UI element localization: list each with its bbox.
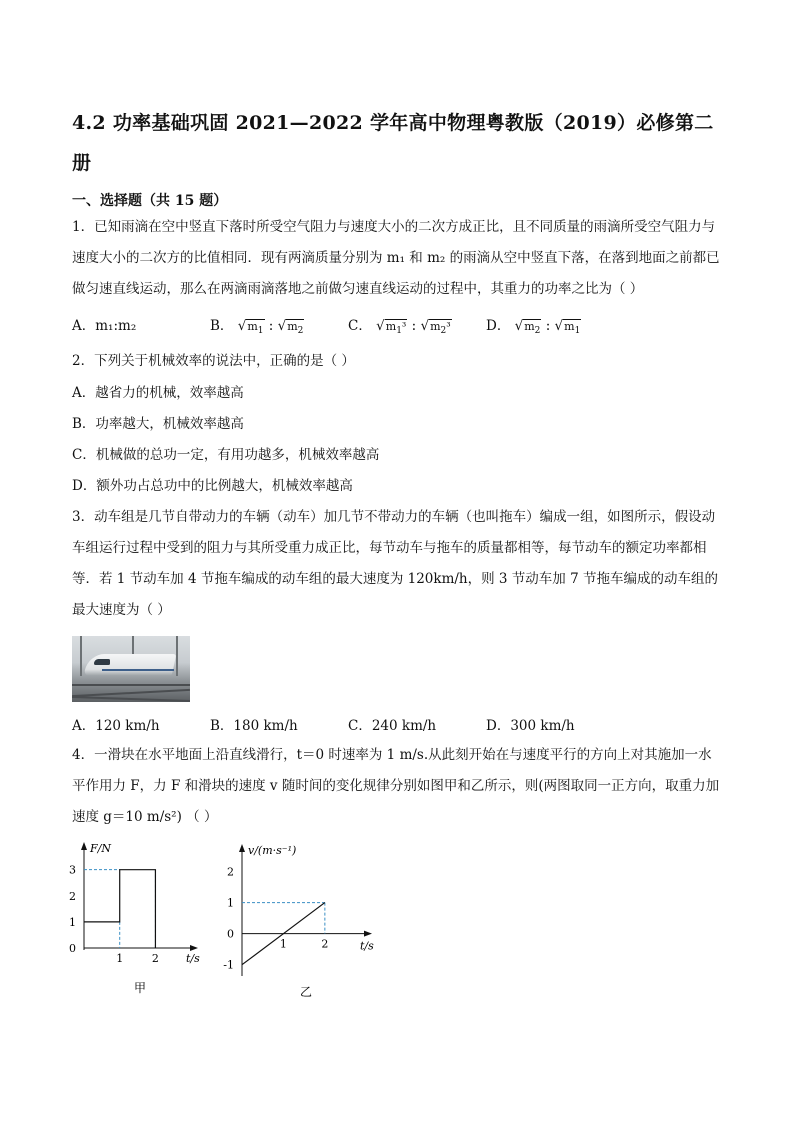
q1-option-c (348, 316, 452, 338)
q1-option-b-label: B． (210, 318, 234, 334)
section-heading: 一、选择题（共 15 题） (72, 193, 228, 209)
series-line-0 (84, 870, 155, 948)
x-tick-label-0: 1 (116, 952, 124, 965)
y-tick-label-3: 2 (227, 865, 234, 879)
chart-caption: 甲 (133, 981, 147, 995)
x-tick-label-1: 2 (151, 952, 159, 965)
y-axis-label: v/(m·s⁻¹) (248, 844, 297, 857)
q2-option-c: C．机械做的总功一定，有用功越多，机械效率越高 (72, 447, 380, 463)
y-tick-label-1: 0 (227, 927, 234, 941)
question-4-stem: 4．一滑块在水平地面上沿直线滑行，t＝0 时速率为 1 m/s.从此刻开始在与速度平行的方向上对其施加一水平作用力 F，力 F 和滑块的速度 v 随时间的变化规律分别如图甲和乙所示，则(两图取同一正方向，取重力加速度 g＝10 m/s²) （ ） (72, 747, 720, 825)
y-tick-label-0: 0 (69, 942, 76, 955)
q3-option-b: B．180 km/h (210, 718, 298, 734)
q1-option-c-label: C． (348, 318, 372, 334)
q1-option-d (486, 316, 581, 338)
x-tick-label-1: 2 (321, 937, 329, 951)
velocity-time-chart (218, 834, 398, 1000)
question-3-stem: 3．动车组是几节自带动力的车辆（动车）加几节不带动力的车辆（也叫拖车）编成一组，如图所示，假设动车组运行过程中受到的阻力与其所受重力成正比，每节动车与拖车的质量都相等，每节动车的额定功率都相等．若 1 节动车加 4 节拖车编成的动车组的最大速度为 120km/h，则 3 节动车加 7 节拖车编成的动车组的最大速度为（ ） (72, 509, 718, 618)
x-tick-label-0: 1 (279, 937, 287, 951)
y-tick-label-1: 1 (69, 915, 76, 929)
question-1-stem: 1．已知雨滴在空中竖直下落时所受空气阻力与速度大小的二次方成正比，且不同质量的雨滴所受空气阻力与速度大小的二次方的比值相同．现有两滴质量分别为 m₁ 和 m₂ 的雨滴从空中竖直下落，在落到地面之前都已做匀速直线运动，那么在两滴雨滴落地之前做匀速直线运动的过程中，其重力的功率之比为（ ） (72, 219, 720, 297)
y-tick-label-2: 2 (69, 889, 76, 903)
q2-option-d: D．额外功占总功中的比例越大，机械效率越高 (72, 478, 353, 494)
q3-option-d: D．300 km/h (486, 718, 575, 734)
chart-caption: 乙 (299, 985, 313, 999)
q1-option-a-text: m₁:m₂ (95, 318, 137, 334)
q3-option-c: C．240 km/h (348, 718, 437, 734)
q1-option-b-formula: $√m_1$ : $√m_2$ (237, 318, 304, 336)
question-2-stem: 2．下列关于机械效率的说法中，正确的是（ ） (72, 353, 355, 369)
x-axis-arrow (190, 945, 198, 951)
q1-option-a (72, 316, 136, 336)
q1-option-a-label: A． (72, 318, 96, 334)
y-tick-label-0: -1 (223, 958, 234, 972)
page-title: 4.2 功率基础巩固 2021—2022 学年高中物理粤教版（2019）必修第二册 (72, 112, 714, 174)
bullet-train-photo (72, 636, 190, 702)
y-axis-label: F/N (90, 842, 111, 855)
y-axis-arrow (81, 842, 87, 850)
y-tick-label-2: 1 (227, 896, 234, 910)
q1-option-b (210, 316, 304, 338)
q2-option-b: B．功率越大，机械效率越高 (72, 416, 244, 432)
x-axis-arrow (364, 931, 372, 937)
y-axis-arrow (239, 844, 245, 852)
force-time-chart (58, 836, 218, 996)
y-tick-label-3: 3 (69, 863, 76, 877)
q1-option-d-formula: $√m_2$ : $√m_1$ (514, 318, 581, 336)
x-axis-label: t/s (186, 952, 200, 965)
q1-option-d-label: D． (486, 318, 511, 334)
q1-option-c-formula: $√m_1^3$ : $√m_2^3$ (376, 318, 451, 336)
q3-option-a: A．120 km/h (72, 718, 160, 734)
x-axis-label: t/s (360, 939, 374, 953)
q2-option-a: A．越省力的机械，效率越高 (72, 385, 244, 401)
